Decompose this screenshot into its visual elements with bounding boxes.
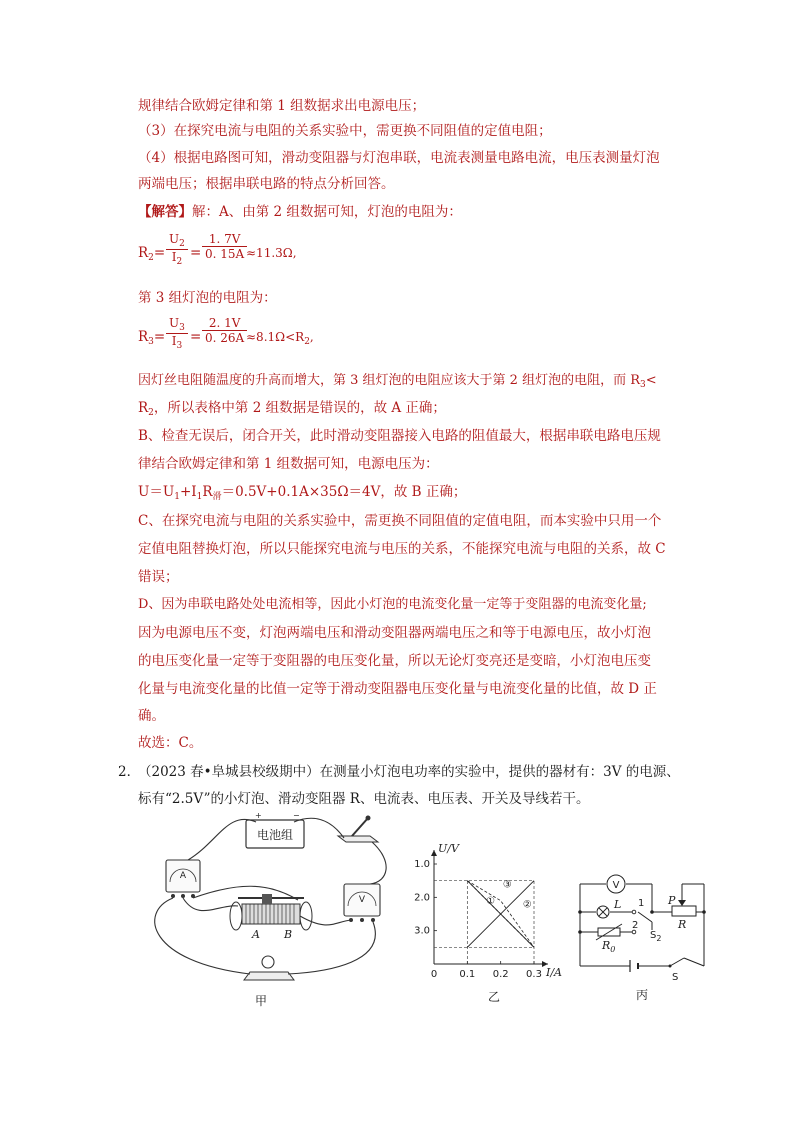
rheostat-coil	[242, 904, 300, 924]
r3-symbolic-fraction: $\frac{U_3}{I_3}$	[166, 316, 188, 351]
solution-intro: 解：A、由第 2 组数据可知，灯泡的电阻为：	[192, 204, 462, 220]
r2-numeric-fraction: $\frac{1. 7V}{0. 15A}$	[202, 232, 247, 261]
analysis-line-4: 两端电压；根据串联电路的特点分析回答。	[138, 176, 395, 192]
analysis-line-1: 规律结合欧姆定律和第 1 组数据求出电源电压；	[138, 98, 426, 114]
schematic-rheostat-label: R	[678, 918, 687, 931]
x-tick-label: 0.3	[526, 969, 542, 980]
schematic-lamp-label: L	[614, 898, 622, 911]
rheostat-slider	[262, 894, 272, 904]
schematic-voltmeter-label: V	[612, 880, 620, 891]
solution-intro-line	[138, 202, 462, 222]
y-tick-label: 1.0	[414, 859, 430, 870]
x-tick-label: 0.1	[459, 969, 476, 980]
battery-minus: −	[293, 812, 300, 820]
lamp-bulb	[262, 956, 274, 968]
figure-yi-graph	[410, 836, 570, 1004]
x-tick-label: 0	[430, 969, 438, 980]
switch-handle	[366, 816, 371, 821]
question-2-line-2: 标有“2.5V”的小灯泡、滑动变阻器 R、电流表、电压表、开关及导线若干。	[138, 791, 590, 807]
figure-jia-circuit	[138, 812, 398, 1008]
ammeter-terminal	[171, 894, 175, 898]
s2-contact-2-label: 2	[632, 920, 639, 931]
switch-base	[338, 836, 378, 842]
r2-eq2: =	[190, 245, 202, 261]
voltmeter-label: V	[358, 895, 366, 905]
x-tick-label: 0.2	[492, 969, 509, 980]
series-label-2: ②	[522, 899, 532, 911]
r3-numeric-fraction: $\frac{2. 1V}{0. 26A}$	[202, 316, 247, 345]
y-axis-label: U/V	[438, 842, 459, 855]
solution-tag: 【解答】	[138, 204, 192, 220]
voltmeter-terminal	[371, 918, 375, 922]
junction-dot	[578, 930, 582, 934]
switch-pivot	[669, 965, 672, 968]
r3-intro: 第 3 组灯泡的电阻为：	[138, 290, 277, 306]
rheostat-end-right	[300, 902, 312, 930]
analysis-line-3: （4）根据电路图可知，滑动变阻器与灯泡串联，电流表测量电路电流，电压表测量灯泡	[138, 150, 660, 166]
solution-p14: 故选：C。	[138, 735, 203, 751]
solution-p13: 确。	[138, 708, 165, 724]
schematic-switch	[670, 958, 684, 966]
schematic-r0-label: $R_0$	[602, 939, 616, 954]
schematic-slider-label: P	[668, 894, 676, 907]
s2-contact-1	[632, 910, 636, 914]
lamp-base	[244, 972, 294, 980]
solution-p3: B、检查无误后，闭合开关，此时滑动变阻器接入电路的阻值最大，根据串联电路电压规	[138, 428, 661, 444]
y-tick-label: 2.0	[414, 892, 430, 904]
junction-dot	[702, 910, 706, 914]
solution-p5: $U=U_1+I_1R_滑=0.5V+0.1A\times 35\Omega=4V$，故 B 正确；	[138, 484, 467, 502]
y-tick-label: 3.0	[414, 925, 430, 937]
battery-label: 电池组	[256, 828, 294, 842]
r3-formula-lhs: $R_3=$	[138, 329, 166, 347]
s2-contact-1-label: 1	[638, 898, 645, 909]
solution-p11: 的电压变化量一定等于变阻器的电压变化量，所以无论灯变亮还是变暗，小灯泡电压变	[138, 653, 651, 669]
series-label-1: ①	[486, 896, 496, 907]
junction-dot	[578, 910, 582, 914]
question-2-line-1: （2023 春•阜城县校级期中）在测量小灯泡电功率的实验中，提供的器材有：3V 的电源、	[138, 764, 680, 780]
schematic-rheostat	[672, 906, 696, 916]
terminal-b-label: B	[284, 928, 293, 941]
y-axis-arrow	[431, 850, 437, 856]
switch-blade	[352, 818, 368, 836]
figure-jia-label: 甲	[255, 994, 268, 1008]
figure-bing-label: 丙	[636, 988, 649, 1002]
ammeter-label: A	[179, 871, 187, 881]
series-label-3: ③	[502, 879, 512, 891]
terminal-a-label: A	[252, 928, 260, 941]
ui-chart-svg	[410, 836, 570, 986]
circuit-photo-svg	[138, 812, 398, 992]
s2-label: $S_2$	[650, 930, 662, 943]
voltmeter-terminal	[360, 918, 364, 922]
question-2-number: 2．	[118, 764, 141, 780]
analysis-line-2: （3）在探究电流与电阻的关系实验中，需更换不同阻值的定值电阻；	[138, 123, 552, 139]
solution-p6: C、在探究电流与电阻的关系实验中，需更换不同阻值的定值电阻，而本实验中只用一个	[138, 513, 662, 529]
solution-p9: D、因为串联电路处处电流相等，因此小灯泡的电流变化量一定等于变阻器的电流变化量;	[138, 597, 647, 612]
figure-yi-label: 乙	[488, 990, 501, 1004]
solution-p8: 错误；	[138, 569, 179, 585]
r2-formula-lhs: $R_2=$	[138, 245, 166, 263]
r3-result: $\approx 8.1\Omega<R_2$,	[246, 330, 314, 347]
solution-p1: 因灯丝电阻随温度的升高而增大，第 3 组灯泡的电阻应该大于第 2 组灯泡的电阻，而 $R_3<$	[138, 373, 657, 390]
schematic-svg	[572, 862, 712, 982]
solution-p4: 律结合欧姆定律和第 1 组数据可知，电源电压为：	[138, 456, 439, 472]
solution-p12: 化量与电流变化量的比值一定等于滑动变阻器电压变化量与电流变化量的比值，故 D 正	[138, 681, 657, 697]
schematic-switch-label: S	[672, 972, 679, 982]
ammeter-terminal	[181, 894, 185, 898]
r2-symbolic-fraction: $\frac{U_2}{I_2}$	[166, 232, 188, 267]
figure-bing-schematic	[572, 862, 712, 1002]
x-axis-label: I/A	[546, 966, 562, 979]
junction-dot	[650, 910, 654, 914]
solution-p7: 定值电阻替换灯泡，所以只能探究电流与电压的关系，不能探究电流与电阻的关系，故 C	[138, 541, 666, 557]
battery-plus: +	[255, 812, 262, 820]
solution-p10: 因为电源电压不变，灯泡两端电压和滑动变阻器两端电压之和等于电源电压，故小灯泡	[138, 625, 651, 641]
r2-result: ≈11.3Ω,	[246, 246, 297, 260]
schematic-slider-arrow	[678, 900, 686, 906]
r3-eq2: =	[190, 329, 202, 345]
solution-p2: $R_2$，所以表格中第 2 组数据是错误的，故 A 正确；	[138, 400, 446, 418]
